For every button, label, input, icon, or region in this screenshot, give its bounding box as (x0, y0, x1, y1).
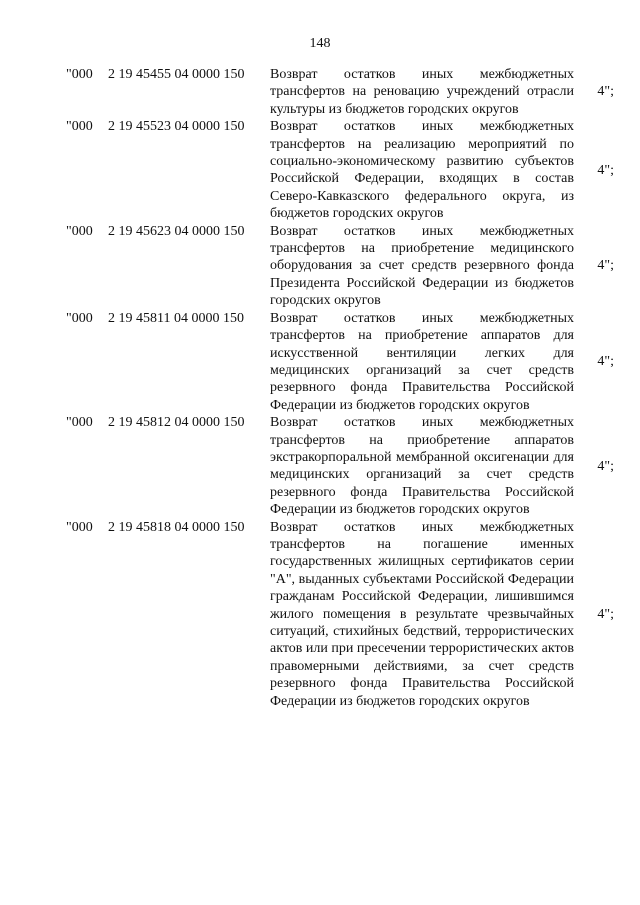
budget-classification-code: 2 19 45623 04 0000 150 (108, 223, 245, 239)
row-description: Возврат остатков иных межбюджетных трансфертов на приобретение аппаратов экстракорпоральной мембранной оксигенации для медицинских организаций за счет средств резервного фонда Правительства Российской Федерации из бюджетов городских округов (270, 415, 574, 518)
row-suffix: 4"; (597, 162, 614, 178)
row-prefix: "000 (66, 67, 93, 82)
budget-classification-code: 2 19 45811 04 0000 150 (108, 310, 244, 326)
row-suffix: 4"; (597, 258, 614, 274)
row-suffix: 4"; (597, 458, 614, 474)
page-number: 148 (309, 36, 331, 51)
row-prefix: "000 (66, 223, 93, 239)
table-row (66, 118, 626, 222)
budget-classification-code: 2 19 45523 04 0000 150 (108, 119, 245, 135)
row-prefix: "000 (66, 415, 93, 431)
table-row (66, 310, 626, 414)
budget-code-table (66, 66, 626, 710)
row-prefix: "000 (66, 519, 93, 535)
row-prefix: "000 (66, 119, 93, 135)
row-description: Возврат остатков иных межбюджетных трансфертов на приобретение медицинского оборудования за счет средств резервного фонда Президента Российской Федерации из бюджетов городских округов (270, 223, 574, 309)
row-description: Возврат остатков иных межбюджетных трансфертов на приобретение аппаратов для искусственной вентиляции легких для медицинских организаций за счет средств резервного фонда Правительства Российской Федерации из бюджетов городских округов (270, 310, 574, 413)
row-description: Возврат остатков иных межбюджетных трансфертов на реновацию учреждений отрасли культуры из бюджетов городских округов (270, 67, 574, 117)
row-suffix: 4"; (597, 354, 614, 370)
row-suffix: 4"; (597, 606, 614, 622)
row-description: Возврат остатков иных межбюджетных трансфертов на реализацию мероприятий по социально-экономическому развитию субъектов Российской Федерации, входящих в состав Северо-Кавказского федерального округа, из бюджетов городских округов (270, 119, 574, 222)
table-row (66, 66, 626, 118)
budget-classification-code: 2 19 45455 04 0000 150 (108, 67, 245, 82)
budget-classification-code: 2 19 45818 04 0000 150 (108, 519, 245, 535)
table-row (66, 414, 626, 518)
table-row (66, 519, 626, 710)
table-row (66, 223, 626, 310)
row-prefix: "000 (66, 310, 93, 326)
row-suffix: 4"; (597, 84, 614, 100)
budget-classification-code: 2 19 45812 04 0000 150 (108, 415, 245, 431)
row-description: Возврат остатков иных межбюджетных трансфертов на погашение именных государственных жилищных сертификатов серии "А", выданных субъектами Российской Федерации гражданам Российской Федерации, лишившимся жилого помещения в результате чрезвычайных ситуаций, стихийных бедствий, террористических актов или при пресечении террористических актов правомерными действиями, за счет средств резервного фонда Правительства Российской Федерации из бюджетов городских округов (270, 519, 575, 709)
